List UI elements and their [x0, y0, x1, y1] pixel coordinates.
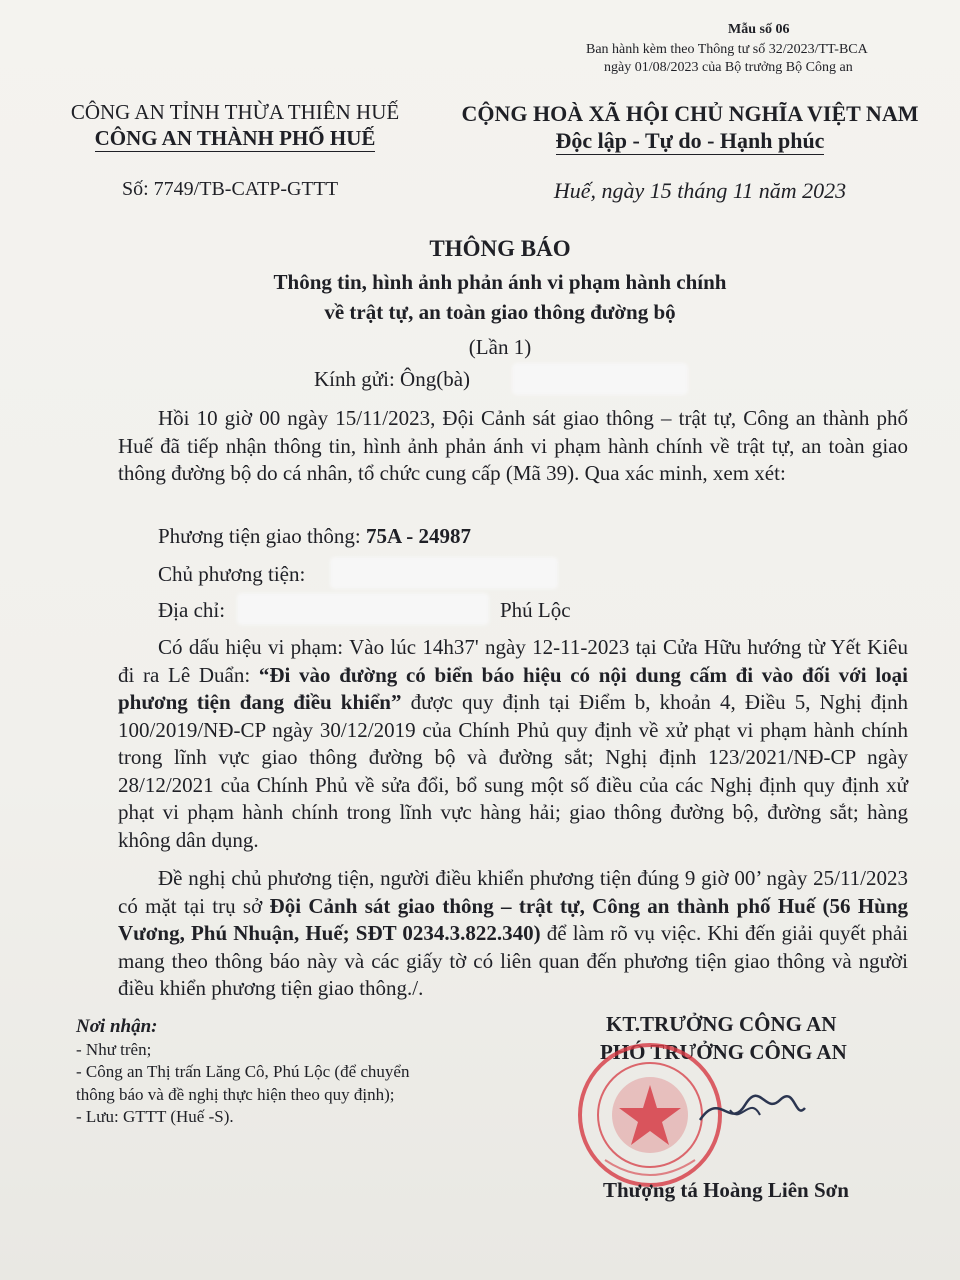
signer-role-2: PHÓ TRƯỞNG CÔNG AN [600, 1040, 847, 1064]
signature-icon [690, 1080, 810, 1140]
redacted-address [240, 596, 486, 622]
form-number: Mẫu số 06 [728, 22, 790, 37]
address-field: Địa chỉ: [158, 598, 226, 622]
recipient-item: - Lưu: GTTT (Huế -S). [76, 1107, 234, 1126]
national-motto: Độc lập - Tự do - Hạnh phúc [555, 128, 825, 153]
document-subtitle-2: về trật tự, an toàn giao thông đường bộ [324, 300, 676, 324]
recipient-item: - Công an Thị trấn Lăng Cô, Phú Lộc (để chuyển [76, 1062, 410, 1081]
form-issued-line: Ban hành kèm theo Thông tư số 32/2023/TT-BCA [586, 42, 868, 57]
national-title: CỘNG HOÀ XÃ HỘI CHỦ NGHĨA VIỆT NAM [461, 101, 919, 126]
vehicle-field: Phương tiện giao thông: 75A - 24987 [158, 524, 471, 548]
signer-name: Thượng tá Hoàng Liên Sơn [603, 1178, 849, 1202]
agency-name: CÔNG AN THÀNH PHỐ HUẾ [94, 126, 376, 150]
recipient-item: thông báo và đề nghị thực hiện theo quy định); [76, 1084, 395, 1104]
paragraph-violation: Có dấu hiệu vi phạm: Vào lúc 14h37' ngày 12-11-2023 tại Cửa Hữu hướng từ Yết Kiêu đi ra Lê Duẩn: “Đi vào đường có biển báo hiệu có nội dung cấm đi vào đối với loại phương tiện đang điều khiển” được quy định tại Điểm b, khoản 4, Điều 5, Nghị định 100/2019/NĐ-CP ngày 30/12/2019 của Chính Phủ quy định về xử phạt vi phạm hành chính trong lĩnh vực giao thông đường bộ và đường sắt; Nghị định 123/2021/NĐ-CP ngày 28/12/2021 của Chính Phủ về sửa đổi, bổ sung một số điều của các Nghị định quy định xử phạt vi phạm hành chính trong lĩnh vực hàng hải; giao thông đường bộ, đường sắt; hàng không dân dụng. [118, 635, 908, 852]
document-title: THÔNG BÁO [429, 236, 571, 261]
redacted-owner [333, 560, 555, 586]
recipients-heading: Nơi nhận: [76, 1016, 158, 1037]
paragraph-intro: Hồi 10 giờ 00 ngày 15/11/2023, Đội Cảnh sát giao thông – trật tự, Công an thành phố Huế đã tiếp nhận thông tin, hình ảnh phản ánh vi phạm hành chính về trật tự, an toàn giao thông đường bộ do cá nhân, tổ chức cung cấp (Mã 39). Qua xác minh, xem xét: [118, 406, 908, 485]
owner-field: Chủ phương tiện: [158, 562, 306, 586]
document-date: Huế, ngày 15 tháng 11 năm 2023 [553, 178, 847, 203]
address-district: Phú Lộc [500, 598, 571, 622]
addressee-label: Kính gửi: Ông(bà) [314, 367, 471, 391]
paragraph-request: Đề nghị chủ phương tiện, người điều khiển phương tiện đúng 9 giờ 00’ ngày 25/11/2023 có mặt tại trụ sở Đội Cảnh sát giao thông – trật tự, Công an thành phố Huế (56 Hùng Vương, Phú Nhuận, Huế; SĐT 0234.3.822.340) để làm rõ vụ việc. Khi đến giải quyết phải mang theo thông báo này và các giấy tờ có liên quan đến phương tiện giao thông và người điều khiển phương tiện giao thông./. [118, 866, 909, 1000]
recipient-item: - Như trên; [76, 1039, 152, 1059]
form-issued-date: ngày 01/08/2023 của Bộ trưởng Bộ Công an [604, 60, 853, 75]
notice-count: (Lần 1) [468, 335, 532, 359]
document-number: Số: 7749/TB-CATP-GTTT [122, 178, 339, 200]
signer-role-1: KT.TRƯỞNG CÔNG AN [606, 1012, 837, 1036]
recipients-block [76, 1016, 409, 1129]
agency-parent: CÔNG AN TỈNH THỪA THIÊN HUẾ [70, 100, 400, 124]
redacted-name [515, 366, 685, 392]
document-subtitle-1: Thông tin, hình ảnh phản ánh vi phạm hành chính [273, 270, 727, 294]
